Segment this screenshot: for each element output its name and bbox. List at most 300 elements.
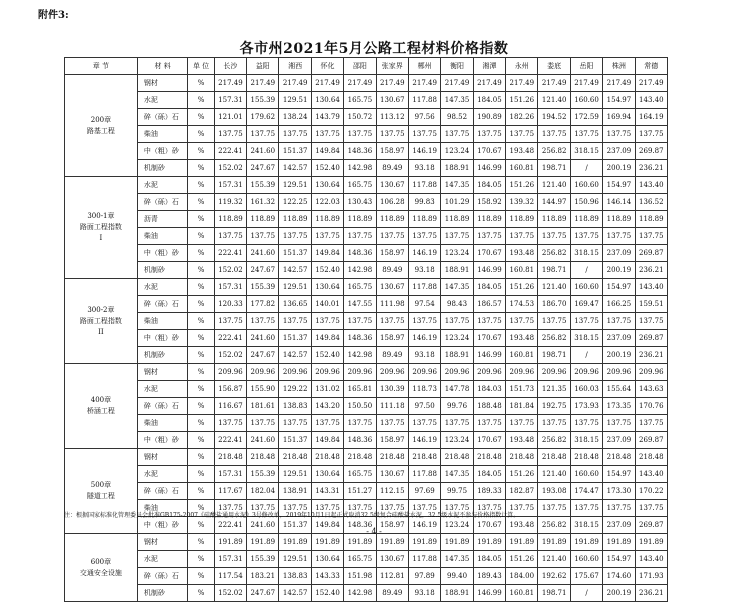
unit-cell: % [188, 398, 214, 415]
value-cell: 191.89 [247, 534, 279, 551]
value-cell: 149.84 [311, 517, 343, 534]
value-cell: 218.48 [441, 449, 473, 466]
value-cell: 146.19 [408, 517, 440, 534]
value-cell: 191.89 [344, 534, 376, 551]
value-cell: 98.43 [441, 296, 473, 313]
value-cell: 191.89 [538, 534, 570, 551]
value-cell: 217.49 [570, 75, 602, 92]
value-cell: 209.96 [506, 364, 538, 381]
value-cell: 121.40 [538, 466, 570, 483]
material-cell: 钢材 [137, 449, 188, 466]
value-cell: 137.75 [311, 313, 343, 330]
value-cell: 137.75 [635, 500, 667, 517]
value-cell: 172.59 [570, 109, 602, 126]
chapter-line: 300-1章 [87, 212, 115, 220]
value-cell: 137.75 [538, 415, 570, 432]
table-row [65, 415, 668, 432]
unit-cell: % [188, 211, 214, 228]
value-cell: 151.27 [344, 483, 376, 500]
value-cell: 155.39 [247, 551, 279, 568]
table-row [65, 466, 668, 483]
material-cell: 钢材 [137, 534, 188, 551]
value-cell: 148.36 [344, 517, 376, 534]
chapter-line: 路面工程指数 [79, 223, 122, 231]
value-cell: 142.57 [279, 585, 311, 602]
value-cell: 237.09 [603, 245, 635, 262]
value-cell: 174.53 [506, 296, 538, 313]
page-title: 各市州2021年5月公路工程材料价格指数 [239, 41, 509, 57]
unit-cell: % [188, 160, 214, 177]
value-cell: 143.40 [635, 177, 667, 194]
value-cell: 118.89 [311, 211, 343, 228]
value-cell: 137.75 [603, 313, 635, 330]
value-cell: 236.21 [635, 347, 667, 364]
value-cell: 147.35 [441, 177, 473, 194]
material-cell: 机制砂 [137, 585, 188, 602]
value-cell: 137.75 [247, 415, 279, 432]
value-cell: 121.40 [538, 92, 570, 109]
value-cell: / [570, 347, 602, 364]
value-cell: 149.84 [311, 245, 343, 262]
value-cell: 217.49 [538, 75, 570, 92]
value-cell: 137.75 [603, 415, 635, 432]
value-cell: 209.96 [603, 364, 635, 381]
value-cell: 241.60 [247, 245, 279, 262]
value-cell: 171.93 [635, 568, 667, 585]
value-cell: 188.48 [473, 398, 505, 415]
chapter-cell [65, 75, 138, 177]
value-cell: 184.05 [473, 466, 505, 483]
value-cell: 143.40 [635, 466, 667, 483]
value-cell: 188.91 [441, 347, 473, 364]
value-cell: 123.24 [441, 245, 473, 262]
value-cell: 137.75 [441, 415, 473, 432]
material-cell: 中（粗）砂 [137, 143, 188, 160]
value-cell: 151.37 [279, 245, 311, 262]
value-cell: 118.89 [538, 211, 570, 228]
value-cell: 218.48 [311, 449, 343, 466]
value-cell: 137.75 [408, 313, 440, 330]
value-cell: 217.49 [311, 75, 343, 92]
value-cell: 142.57 [279, 347, 311, 364]
value-cell: 186.57 [473, 296, 505, 313]
value-cell: 143.63 [635, 381, 667, 398]
column-header: 张家界 [376, 58, 408, 75]
unit-cell: % [188, 466, 214, 483]
unit-cell: % [188, 313, 214, 330]
value-cell: 173.93 [570, 398, 602, 415]
value-cell: 247.67 [247, 347, 279, 364]
value-cell: 113.12 [376, 109, 408, 126]
value-cell: 222.41 [214, 143, 246, 160]
value-cell: 146.19 [408, 143, 440, 160]
material-cell: 机制砂 [137, 347, 188, 364]
value-cell: 116.67 [214, 398, 246, 415]
value-cell: 117.54 [214, 568, 246, 585]
value-cell: 137.75 [570, 228, 602, 245]
chapter-line: 600章 [90, 557, 112, 566]
column-header: 章 节 [65, 58, 138, 75]
value-cell: 117.88 [408, 279, 440, 296]
column-header: 材 料 [137, 58, 188, 75]
value-cell: 152.40 [311, 347, 343, 364]
table-row [65, 177, 668, 194]
value-cell: 218.48 [635, 449, 667, 466]
value-cell: 130.67 [376, 279, 408, 296]
value-cell: 164.19 [635, 109, 667, 126]
material-cell: 碎（砾）石 [137, 109, 188, 126]
chapter-cell [65, 449, 138, 534]
value-cell: 170.67 [473, 517, 505, 534]
value-cell: 152.40 [311, 585, 343, 602]
table-header-row [65, 58, 668, 75]
value-cell: 174.47 [570, 483, 602, 500]
value-cell: 182.04 [247, 483, 279, 500]
value-cell: 123.24 [441, 432, 473, 449]
value-cell: 137.75 [635, 313, 667, 330]
value-cell: 97.50 [408, 398, 440, 415]
value-cell: 130.67 [376, 92, 408, 109]
value-cell: 151.98 [344, 568, 376, 585]
value-cell: 118.89 [376, 211, 408, 228]
value-cell: 137.75 [214, 228, 246, 245]
value-cell: 150.50 [344, 398, 376, 415]
value-cell: 191.89 [311, 534, 343, 551]
value-cell: 198.71 [538, 160, 570, 177]
value-cell: 137.75 [603, 228, 635, 245]
value-cell: 142.98 [344, 585, 376, 602]
value-cell: 143.79 [311, 109, 343, 126]
value-cell: 118.89 [344, 211, 376, 228]
value-cell: 149.84 [311, 432, 343, 449]
value-cell: 118.89 [441, 211, 473, 228]
value-cell: 137.75 [570, 126, 602, 143]
value-cell: 137.75 [279, 415, 311, 432]
value-cell: 173.35 [603, 398, 635, 415]
value-cell: 137.75 [214, 126, 246, 143]
value-cell: 137.75 [538, 228, 570, 245]
value-cell: 191.89 [214, 534, 246, 551]
value-cell: 136.65 [279, 296, 311, 313]
value-cell: 137.75 [279, 500, 311, 517]
value-cell: 188.91 [441, 585, 473, 602]
unit-cell: % [188, 194, 214, 211]
value-cell: 147.35 [441, 92, 473, 109]
value-cell: 191.89 [506, 534, 538, 551]
value-cell: 198.71 [538, 585, 570, 602]
value-cell: 193.08 [538, 483, 570, 500]
value-cell: 136.52 [635, 194, 667, 211]
value-cell: 247.67 [247, 585, 279, 602]
value-cell: 118.73 [408, 381, 440, 398]
value-cell: 218.48 [506, 449, 538, 466]
value-cell: 318.15 [570, 245, 602, 262]
value-cell: 139.32 [506, 194, 538, 211]
value-cell: 157.31 [214, 466, 246, 483]
value-cell: 218.48 [603, 449, 635, 466]
table-row [65, 483, 668, 500]
table-row [65, 160, 668, 177]
value-cell: 137.75 [214, 415, 246, 432]
value-cell: 123.24 [441, 330, 473, 347]
table-row [65, 194, 668, 211]
value-cell: 191.89 [570, 534, 602, 551]
value-cell: 137.75 [570, 313, 602, 330]
material-cell: 机制砂 [137, 262, 188, 279]
value-cell: 188.91 [441, 160, 473, 177]
value-cell: 160.81 [506, 160, 538, 177]
value-cell: 209.96 [408, 364, 440, 381]
value-cell: 89.49 [376, 347, 408, 364]
value-cell: 318.15 [570, 432, 602, 449]
column-header: 怀化 [311, 58, 343, 75]
value-cell: 191.89 [635, 534, 667, 551]
value-cell: 99.75 [441, 483, 473, 500]
value-cell: 154.97 [603, 177, 635, 194]
value-cell: 143.31 [311, 483, 343, 500]
value-cell: 175.67 [570, 568, 602, 585]
material-cell: 机制砂 [137, 160, 188, 177]
value-cell: 137.75 [538, 126, 570, 143]
value-cell: 209.96 [441, 364, 473, 381]
unit-cell: % [188, 109, 214, 126]
value-cell: 218.48 [473, 449, 505, 466]
value-cell: 184.05 [473, 92, 505, 109]
value-cell: 160.60 [570, 551, 602, 568]
value-cell: 157.31 [214, 177, 246, 194]
table-row [65, 296, 668, 313]
value-cell: 130.67 [376, 466, 408, 483]
value-cell: 218.48 [214, 449, 246, 466]
value-cell: 130.64 [311, 92, 343, 109]
table-row [65, 279, 668, 296]
value-cell: 217.49 [344, 75, 376, 92]
value-cell: 169.47 [570, 296, 602, 313]
value-cell: 101.29 [441, 194, 473, 211]
value-cell: 218.48 [408, 449, 440, 466]
value-cell: 191.89 [279, 534, 311, 551]
table-row [65, 75, 668, 92]
value-cell: 151.26 [506, 177, 538, 194]
value-cell: 160.03 [570, 381, 602, 398]
value-cell: 118.89 [570, 211, 602, 228]
value-cell: 130.67 [376, 177, 408, 194]
value-cell: 147.55 [344, 296, 376, 313]
table-row [65, 398, 668, 415]
value-cell: 193.48 [506, 517, 538, 534]
value-cell: 89.49 [376, 585, 408, 602]
value-cell: 151.26 [506, 92, 538, 109]
value-cell: 269.87 [635, 517, 667, 534]
value-cell: 123.24 [441, 517, 473, 534]
value-cell: 186.70 [538, 296, 570, 313]
table-row [65, 585, 668, 602]
value-cell: 137.75 [570, 500, 602, 517]
column-header: 岳阳 [570, 58, 602, 75]
value-cell: 137.75 [376, 126, 408, 143]
table-row [65, 432, 668, 449]
value-cell: 165.75 [344, 177, 376, 194]
table-row [65, 245, 668, 262]
value-cell: 137.75 [603, 500, 635, 517]
value-cell: 130.64 [311, 177, 343, 194]
material-cell: 水泥 [137, 177, 188, 194]
value-cell: 152.02 [214, 262, 246, 279]
value-cell: 119.32 [214, 194, 246, 211]
value-cell: 129.51 [279, 92, 311, 109]
value-cell: 218.48 [279, 449, 311, 466]
value-cell: 209.96 [279, 364, 311, 381]
value-cell: 241.60 [247, 143, 279, 160]
value-cell: 117.88 [408, 551, 440, 568]
value-cell: 241.60 [247, 517, 279, 534]
value-cell: 237.09 [603, 143, 635, 160]
footnote: 注：根据国家标准化管理委员会批准GB175-2007《硅酸盐通用水泥》3号修改单，2019年10月1日起正式取消32.5级复合硅酸盐水泥，32.5级水泥不参与价格指数计算。 [64, 512, 520, 519]
value-cell: 138.24 [279, 109, 311, 126]
value-cell: 149.84 [311, 330, 343, 347]
value-cell: 160.60 [570, 279, 602, 296]
value-cell: / [570, 160, 602, 177]
value-cell: 117.88 [408, 466, 440, 483]
value-cell: 137.75 [311, 500, 343, 517]
value-cell: 170.67 [473, 245, 505, 262]
value-cell: 137.75 [506, 500, 538, 517]
value-cell: 137.75 [635, 126, 667, 143]
value-cell: 93.18 [408, 347, 440, 364]
value-cell: 130.64 [311, 466, 343, 483]
column-header: 娄底 [538, 58, 570, 75]
unit-cell: % [188, 500, 214, 517]
value-cell: 150.72 [344, 109, 376, 126]
value-cell: 89.49 [376, 262, 408, 279]
value-cell: 137.75 [603, 126, 635, 143]
value-cell: 151.37 [279, 143, 311, 160]
value-cell: 209.96 [570, 364, 602, 381]
value-cell: 161.32 [247, 194, 279, 211]
value-cell: 247.67 [247, 262, 279, 279]
table-row [65, 228, 668, 245]
unit-cell: % [188, 585, 214, 602]
value-cell: 166.25 [603, 296, 635, 313]
material-cell: 中（粗）砂 [137, 517, 188, 534]
table-row [65, 126, 668, 143]
value-cell: 318.15 [570, 517, 602, 534]
unit-cell: % [188, 483, 214, 500]
value-cell: / [570, 585, 602, 602]
value-cell: 137.75 [473, 126, 505, 143]
value-cell: 193.48 [506, 432, 538, 449]
value-cell: 165.75 [344, 279, 376, 296]
value-cell: 137.75 [506, 228, 538, 245]
value-cell: 137.75 [408, 228, 440, 245]
value-cell: 148.36 [344, 330, 376, 347]
value-cell: 160.60 [570, 92, 602, 109]
unit-cell: % [188, 75, 214, 92]
value-cell: 151.26 [506, 466, 538, 483]
material-cell: 碎（砾）石 [137, 568, 188, 585]
value-cell: 173.30 [603, 483, 635, 500]
value-cell: 200.19 [603, 585, 635, 602]
value-cell: 147.78 [441, 381, 473, 398]
chapter-line: 300-2章 [87, 305, 115, 314]
unit-cell: % [188, 228, 214, 245]
value-cell: 184.03 [473, 381, 505, 398]
value-cell: 137.75 [344, 500, 376, 517]
value-cell: 222.41 [214, 517, 246, 534]
material-cell: 碎（砾）石 [137, 398, 188, 415]
value-cell: 118.89 [506, 211, 538, 228]
value-cell: 184.05 [473, 551, 505, 568]
value-cell: 247.67 [247, 160, 279, 177]
value-cell: 143.20 [311, 398, 343, 415]
value-cell: 193.48 [506, 330, 538, 347]
column-header: 单 位 [188, 58, 214, 75]
value-cell: 236.21 [635, 160, 667, 177]
value-cell: 160.60 [570, 177, 602, 194]
value-cell: 146.19 [408, 245, 440, 262]
value-cell: 118.89 [473, 211, 505, 228]
value-cell: 184.05 [473, 177, 505, 194]
value-cell: 222.41 [214, 330, 246, 347]
value-cell: 144.97 [538, 194, 570, 211]
material-cell: 沥青 [137, 211, 188, 228]
value-cell: 118.89 [635, 211, 667, 228]
value-cell: 143.40 [635, 279, 667, 296]
column-header: 湘潭 [473, 58, 505, 75]
material-cell: 柴油 [137, 313, 188, 330]
value-cell: 165.75 [344, 466, 376, 483]
value-cell: 111.98 [376, 296, 408, 313]
column-header: 益阳 [247, 58, 279, 75]
value-cell: 217.49 [247, 75, 279, 92]
value-cell: 117.88 [408, 92, 440, 109]
value-cell: 118.89 [247, 211, 279, 228]
value-cell: 137.75 [506, 313, 538, 330]
value-cell: 130.67 [376, 551, 408, 568]
chapter-line: 路面工程指数 [79, 316, 122, 325]
table-row [65, 313, 668, 330]
value-cell: 137.75 [247, 313, 279, 330]
value-cell: 147.35 [441, 551, 473, 568]
value-cell: 146.19 [408, 330, 440, 347]
value-cell: 123.24 [441, 143, 473, 160]
value-cell: 97.89 [408, 568, 440, 585]
value-cell: 237.09 [603, 432, 635, 449]
unit-cell: % [188, 262, 214, 279]
value-cell: 138.91 [279, 483, 311, 500]
value-cell: 137.75 [635, 228, 667, 245]
value-cell: 146.99 [473, 262, 505, 279]
value-cell: 222.41 [214, 432, 246, 449]
value-cell: 189.33 [473, 483, 505, 500]
value-cell: 154.97 [603, 551, 635, 568]
value-cell: 121.40 [538, 551, 570, 568]
value-cell: 188.91 [441, 262, 473, 279]
material-cell: 钢材 [137, 75, 188, 92]
unit-cell: % [188, 568, 214, 585]
material-cell: 水泥 [137, 279, 188, 296]
value-cell: 209.96 [311, 364, 343, 381]
material-cell: 水泥 [137, 92, 188, 109]
value-cell: 154.97 [603, 466, 635, 483]
chapter-line: II [98, 327, 104, 336]
value-cell: 143.40 [635, 551, 667, 568]
value-cell: 138.83 [279, 568, 311, 585]
material-cell: 中（粗）砂 [137, 245, 188, 262]
value-cell: 217.49 [635, 75, 667, 92]
table-row [65, 143, 668, 160]
value-cell: 137.75 [441, 228, 473, 245]
